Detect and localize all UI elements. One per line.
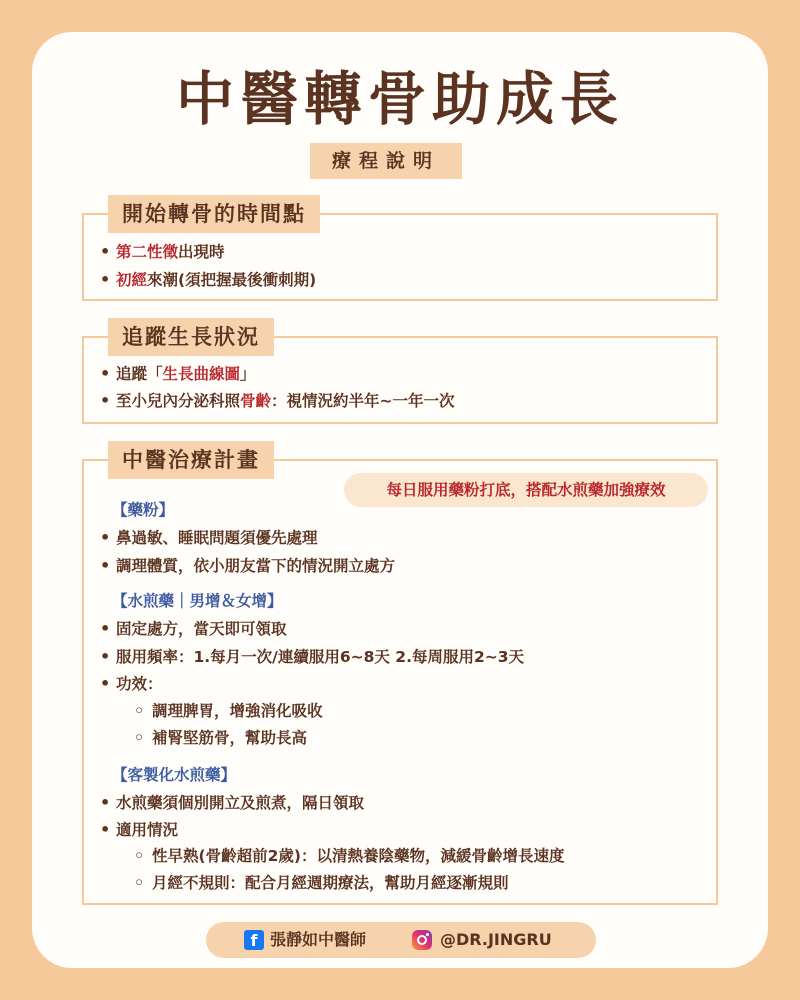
group-label-powder: 【藥粉】 <box>112 501 175 519</box>
highlight-text: 骨齡 <box>240 392 272 410</box>
instagram-icon[interactable] <box>412 930 432 950</box>
page-title: 中醫轉骨助成長 <box>175 65 624 133</box>
page-subtitle: 療程說明 <box>310 143 462 179</box>
sub-list-item: ◦ 月經不規則：配合月經週期療法，幫助月經逐漸規則 <box>152 872 509 894</box>
group-label-custom-decoction: 【客製化水煎藥】 <box>112 766 237 784</box>
list-item: • 功效： <box>116 673 163 695</box>
highlight-text: 初經 <box>116 271 148 289</box>
item-text: 出現時 <box>178 243 225 261</box>
sub-list-item: ◦ 性早熟(骨齡超前2歲)：以清熱養陰藥物，減緩骨齡增長速度 <box>152 845 564 867</box>
section-heading: 中醫治療計畫 <box>108 441 274 479</box>
treatment-callout: 每日服用藥粉打底，搭配水煎藥加強療效 <box>344 473 708 507</box>
list-item: • 鼻過敏、睡眠問題須優先處理 <box>116 527 318 549</box>
item-text: ：視情況約半年~一年一次 <box>271 392 455 410</box>
social-footer <box>206 922 596 958</box>
list-item <box>116 269 316 291</box>
item-text: 至小兒內分泌科照 <box>116 392 241 410</box>
list-item <box>116 241 225 263</box>
highlight-text: 生長曲線圖 <box>162 365 241 383</box>
list-item: • 調理體質，依小朋友當下的情況開立處方 <box>116 555 395 577</box>
list-item <box>116 390 455 412</box>
list-item: • 適用情況 <box>116 819 178 841</box>
list-item <box>116 363 256 385</box>
facebook-name[interactable]: 張靜如中醫師 <box>270 930 367 949</box>
section-heading: 開始轉骨的時間點 <box>108 195 320 233</box>
list-item: • 水煎藥須個別開立及煎煮，隔日領取 <box>116 792 364 814</box>
section-growth-tracking <box>82 325 718 424</box>
list-item: • 服用頻率：1.每月一次/連續服用6~8天 2.每周服用2~3天 <box>116 646 524 668</box>
group-label-decoction: 【水煎藥｜男增＆女增】 <box>112 592 283 610</box>
section-start-time <box>82 202 718 301</box>
sub-list-item: ◦ 補腎堅筋骨，幫助長高 <box>152 727 307 749</box>
item-text: 來潮(須把握最後衝刺期) <box>147 271 317 289</box>
sub-list-item: ◦ 調理脾胃，增強消化吸收 <box>152 700 323 722</box>
item-text: 追蹤「 <box>116 365 163 383</box>
section-treatment-plan <box>82 448 718 905</box>
highlight-text: 第二性徵 <box>116 243 179 261</box>
item-text: 」 <box>240 365 256 383</box>
instagram-handle[interactable]: @DR.JINGRU <box>440 930 552 949</box>
section-heading: 追蹤生長狀況 <box>108 318 274 356</box>
facebook-icon[interactable]: f <box>244 930 264 950</box>
list-item: • 固定處方，當天即可領取 <box>116 618 287 640</box>
